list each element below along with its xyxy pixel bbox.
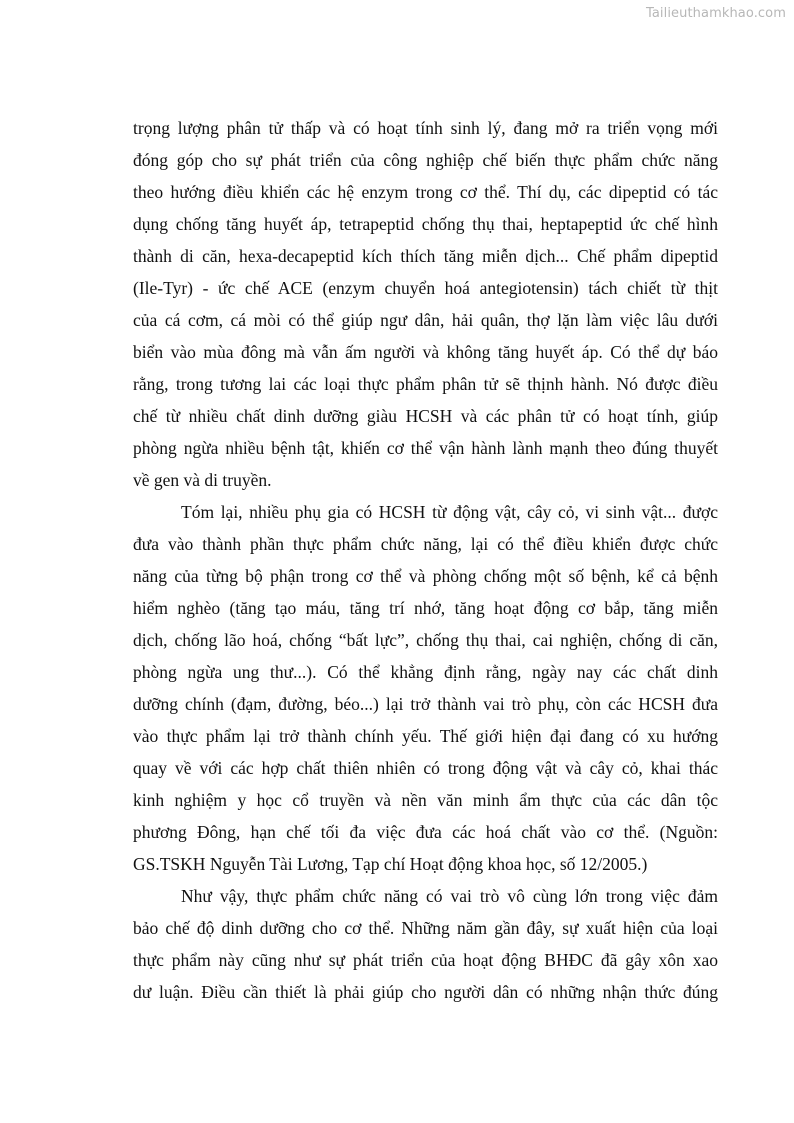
paragraph-3 [133, 880, 718, 1008]
watermark-text: Tailieuthamkhao.com [645, 6, 786, 21]
text-line: hiểm nghèo (tăng tạo máu, tăng trí nhớ, tăng hoạt động cơ bắp, tăng miễn [133, 598, 718, 618]
text-line: vào thực phẩm lại trở thành chính yếu. Thế giới hiện đại đang có xu hướng [133, 726, 718, 746]
text-line: dịch, chống lão hoá, chống “bất lực”, chống thụ thai, cai nghiện, chống di căn, [133, 630, 718, 650]
text-line: kinh nghiệm y học cổ truyền và nền văn minh ẩm thực của các dân tộc [133, 790, 718, 810]
text-line: trọng lượng phân tử thấp và có hoạt tính sinh lý, đang mở ra triển vọng mới [133, 118, 718, 138]
text-line: của cá cơm, cá mòi có thể giúp ngư dân, hải quân, thợ lặn làm việc lâu dưới [133, 310, 718, 330]
text-line: dụng chống tăng huyết áp, tetrapeptid chống thụ thai, heptapeptid ức chế hình [133, 214, 718, 234]
text-line: về gen và di truyền. [133, 470, 272, 490]
text-line: năng của từng bộ phận trong cơ thể và phòng chống một số bệnh, kể cả bệnh [133, 566, 718, 586]
text-line: phòng ngừa nhiều bệnh tật, khiến cơ thể vận hành lành mạnh theo đúng thuyết [133, 438, 718, 458]
text-line: Như vậy, thực phẩm chức năng có vai trò vô cùng lớn trong việc đảm [181, 886, 718, 906]
text-line: đưa vào thành phần thực phẩm chức năng, lại có thể điều khiển được chức [133, 534, 718, 554]
text-line: Tóm lại, nhiều phụ gia có HCSH từ động vật, cây cỏ, vi sinh vật... được [181, 502, 718, 522]
paragraph-1 [133, 112, 718, 496]
text-line: chế từ nhiều chất dinh dưỡng giàu HCSH và các phân tử có hoạt tính, giúp [133, 406, 718, 426]
text-line: thực phẩm này cũng như sự phát triển của hoạt động BHĐC đã gây xôn xao [133, 950, 718, 970]
document-body [133, 112, 718, 1008]
text-line: phương Đông, hạn chế tối đa việc đưa các hoá chất vào cơ thể. (Nguồn: [133, 822, 718, 842]
text-line: dư luận. Điều cần thiết là phải giúp cho người dân có những nhận thức đúng [133, 982, 718, 1002]
text-line: dưỡng chính (đạm, đường, béo...) lại trở thành vai trò phụ, còn các HCSH đưa [133, 694, 718, 714]
text-line: bảo chế độ dinh dưỡng cho cơ thể. Những năm gần đây, sự xuất hiện của loại [133, 918, 718, 938]
text-line: biển vào mùa đông mà vẫn ấm người và không tăng huyết áp. Có thể dự báo [133, 342, 718, 362]
paragraph-2 [133, 496, 718, 880]
text-line: theo hướng điều khiển các hệ enzym trong cơ thể. Thí dụ, các dipeptid có tác [133, 182, 718, 202]
text-line: thành di căn, hexa-decapeptid kích thích tăng miễn dịch... Chế phẩm dipeptid [133, 246, 718, 266]
text-line: GS.TSKH Nguyễn Tài Lương, Tạp chí Hoạt động khoa học, số 12/2005.) [133, 854, 648, 874]
text-line: đóng góp cho sự phát triển của công nghiệp chế biến thực phẩm chức năng [133, 150, 718, 170]
text-line: phòng ngừa ung thư...). Có thể khẳng định rằng, ngày nay các chất dinh [133, 662, 718, 682]
text-line: (Ile-Tyr) - ức chế ACE (enzym chuyển hoá antegiotensin) tách chiết từ thịt [133, 278, 718, 298]
text-line: quay về với các hợp chất thiên nhiên có trong động vật và cây cỏ, khai thác [133, 758, 718, 778]
text-line: rằng, trong tương lai các loại thực phẩm phân tử sẽ thịnh hành. Nó được điều [133, 374, 718, 394]
